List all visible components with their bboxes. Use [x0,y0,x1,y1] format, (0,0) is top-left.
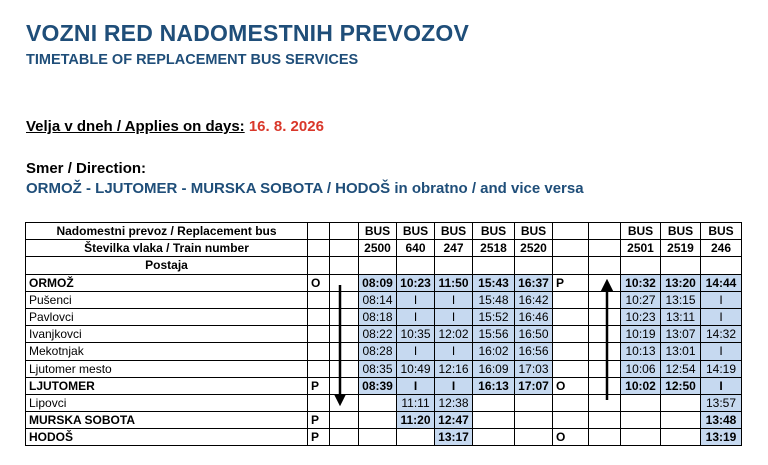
arrow-lane [589,394,621,411]
time-cell: 10:19 [621,326,661,343]
time-cell: 13:07 [661,326,701,343]
arrow-lane [330,274,359,291]
time-cell [515,429,553,446]
train-number: 2519 [661,240,701,257]
time-cell: 15:52 [473,308,515,325]
blank-cell [515,257,553,274]
time-cell: 08:14 [359,291,397,308]
blank-cell [330,223,359,240]
time-cell: 16:56 [515,343,553,360]
blank-cell [553,257,589,274]
time-cell: 12:38 [435,394,473,411]
time-cell: I [435,291,473,308]
service-type: BUS [701,223,742,240]
table-row [26,412,742,429]
time-cell: 14:44 [701,274,742,291]
station-name: LJUTOMER [26,377,308,394]
table-row [26,291,742,308]
page-title: VOZNI RED NADOMESTNIH PREVOZOV [26,20,470,46]
table-row [26,360,742,377]
blank-cell [308,257,330,274]
time-cell [661,412,701,429]
marker-cell: O [553,429,589,446]
blank-cell [308,223,330,240]
time-cell [621,412,661,429]
time-cell: I [435,308,473,325]
time-cell [661,394,701,411]
table-row [26,394,742,411]
blank-cell [330,240,359,257]
time-cell: I [397,308,435,325]
marker-cell [553,326,589,343]
time-cell: 10:23 [397,274,435,291]
arrow-lane [330,412,359,429]
service-type: BUS [473,223,515,240]
arrow-lane [330,429,359,446]
train-number: 2500 [359,240,397,257]
header-replacement: Nadomestni prevoz / Replacement bus [26,223,308,240]
blank-cell [589,257,621,274]
validity-line [26,118,324,135]
marker-cell [553,360,589,377]
blank-cell [589,223,621,240]
time-cell: 08:35 [359,360,397,377]
time-cell: 13:19 [701,429,742,446]
time-cell [359,412,397,429]
table-row [26,343,742,360]
blank-cell [308,240,330,257]
marker-cell: O [553,377,589,394]
time-cell: 08:18 [359,308,397,325]
blank-cell [701,257,742,274]
time-cell: 12:54 [661,360,701,377]
marker-cell: P [553,274,589,291]
station-name: Ljutomer mesto [26,360,308,377]
header-row-train [26,240,742,257]
time-cell: 14:19 [701,360,742,377]
header-row-service [26,223,742,240]
train-number: 2518 [473,240,515,257]
blank-cell [359,257,397,274]
time-cell [473,412,515,429]
marker-cell: P [308,412,330,429]
time-cell: 12:16 [435,360,473,377]
time-cell: 16:37 [515,274,553,291]
train-number: 2501 [621,240,661,257]
arrow-lane [589,412,621,429]
time-cell: 12:50 [661,377,701,394]
station-name: HODOŠ [26,429,308,446]
station-name: Pušenci [26,291,308,308]
table-row [26,429,742,446]
arrow-lane [589,291,621,308]
time-cell [473,429,515,446]
station-name: Ivanjkovci [26,326,308,343]
time-cell: I [435,377,473,394]
arrow-lane [330,326,359,343]
station-name: MURSKA SOBOTA [26,412,308,429]
time-cell: 13:15 [661,291,701,308]
time-cell [473,394,515,411]
time-cell [621,394,661,411]
arrow-lane [330,291,359,308]
time-cell [359,394,397,411]
table-row [26,308,742,325]
direction-route: ORMOŽ - LJUTOMER - MURSKA SOBOTA / HODOŠ in obratno / and vice versa [26,180,584,197]
station-name: ORMOŽ [26,274,308,291]
time-cell: 12:02 [435,326,473,343]
time-cell: I [397,377,435,394]
timetable [25,222,742,446]
time-cell [397,429,435,446]
marker-cell [308,360,330,377]
blank-cell [330,257,359,274]
arrow-lane [589,274,621,291]
blank-cell [661,257,701,274]
time-cell: 13:01 [661,343,701,360]
arrow-lane [330,308,359,325]
time-cell: 13:57 [701,394,742,411]
time-cell [515,412,553,429]
marker-cell [308,291,330,308]
time-cell: 15:43 [473,274,515,291]
time-cell: 10:02 [621,377,661,394]
time-cell: 17:03 [515,360,553,377]
train-number: 247 [435,240,473,257]
marker-cell: O [308,274,330,291]
time-cell: 16:09 [473,360,515,377]
blank-cell [473,257,515,274]
arrow-lane [589,377,621,394]
arrow-lane [330,360,359,377]
service-type: BUS [661,223,701,240]
time-cell: 13:11 [661,308,701,325]
arrow-lane [589,326,621,343]
station-name: Mekotnjak [26,343,308,360]
service-type: BUS [621,223,661,240]
arrow-lane [330,343,359,360]
time-cell: I [435,343,473,360]
marker-cell [553,308,589,325]
time-cell: 15:48 [473,291,515,308]
table-row [26,326,742,343]
arrow-lane [589,308,621,325]
blank-cell [621,257,661,274]
time-cell: 11:11 [397,394,435,411]
time-cell: 10:32 [621,274,661,291]
train-number: 246 [701,240,742,257]
time-cell [621,429,661,446]
time-cell: 10:49 [397,360,435,377]
time-cell: 11:20 [397,412,435,429]
arrow-lane [589,343,621,360]
marker-cell: P [308,377,330,394]
validity-label: Velja v dneh / Applies on days: [26,118,245,135]
validity-date: 16. 8. 2026 [248,118,324,135]
train-number: 2520 [515,240,553,257]
time-cell: 11:50 [435,274,473,291]
table-row [26,377,742,394]
blank-cell [397,257,435,274]
train-number: 640 [397,240,435,257]
service-type: BUS [359,223,397,240]
time-cell: I [701,291,742,308]
marker-cell [553,412,589,429]
time-cell: 16:13 [473,377,515,394]
time-cell: 13:48 [701,412,742,429]
marker-cell: P [308,429,330,446]
time-cell: 13:20 [661,274,701,291]
time-cell: I [701,308,742,325]
time-cell: 17:07 [515,377,553,394]
time-cell [661,429,701,446]
time-cell: I [397,291,435,308]
station-name: Pavlovci [26,308,308,325]
time-cell: I [701,343,742,360]
arrow-lane [330,394,359,411]
time-cell: 16:42 [515,291,553,308]
service-type: BUS [435,223,473,240]
marker-cell [308,308,330,325]
marker-cell [308,394,330,411]
marker-cell [553,394,589,411]
station-name: Lipovci [26,394,308,411]
direction-label: Smer / Direction: [26,160,147,177]
blank-cell [435,257,473,274]
header-station: Postaja [26,257,308,274]
marker-cell [553,343,589,360]
arrow-lane [330,377,359,394]
time-cell: 14:32 [701,326,742,343]
time-cell: 10:35 [397,326,435,343]
marker-cell [308,326,330,343]
blank-cell [553,223,589,240]
service-type: BUS [515,223,553,240]
marker-cell [308,343,330,360]
time-cell: 08:28 [359,343,397,360]
time-cell: 10:06 [621,360,661,377]
time-cell: 08:39 [359,377,397,394]
time-cell: 12:47 [435,412,473,429]
time-cell: 08:22 [359,326,397,343]
page-subtitle: TIMETABLE OF REPLACEMENT BUS SERVICES [26,52,359,68]
marker-cell [553,291,589,308]
time-cell: 16:46 [515,308,553,325]
arrow-lane [589,360,621,377]
time-cell: 10:27 [621,291,661,308]
blank-cell [553,240,589,257]
time-cell: 16:50 [515,326,553,343]
time-cell: 10:13 [621,343,661,360]
time-cell: I [701,377,742,394]
header-row-station [26,257,742,274]
arrow-lane [589,429,621,446]
header-train: Številka vlaka / Train number [26,240,308,257]
time-cell: I [397,343,435,360]
blank-cell [589,240,621,257]
time-cell: 16:02 [473,343,515,360]
time-cell: 13:17 [435,429,473,446]
time-cell: 10:23 [621,308,661,325]
service-type: BUS [397,223,435,240]
time-cell [515,394,553,411]
time-cell: 08:09 [359,274,397,291]
table-row [26,274,742,291]
time-cell [359,429,397,446]
time-cell: 15:56 [473,326,515,343]
